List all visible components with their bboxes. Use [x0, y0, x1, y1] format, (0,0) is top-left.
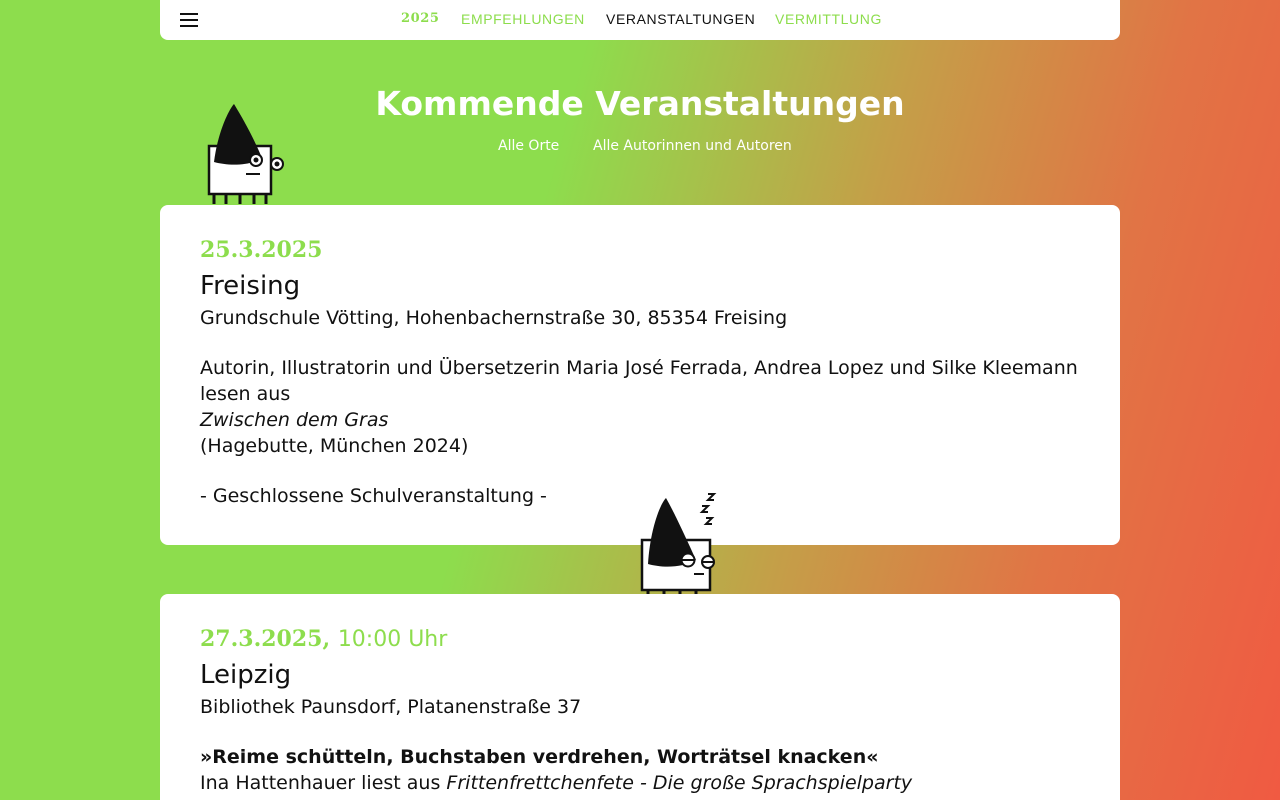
event-city: Freising: [200, 271, 301, 301]
book-title: Frittenfrettchenfete - Die große Sprachspielparty: [446, 772, 913, 794]
event-city: Leipzig: [200, 660, 292, 690]
nav-item-veranstaltungen[interactable]: VERANSTALTUNGEN: [606, 11, 756, 27]
link-alle-autoren[interactable]: Alle Autorinnen und Autoren: [593, 138, 792, 154]
gnome-sleeping-icon: [636, 490, 722, 596]
event-time: 10:00 Uhr: [337, 627, 448, 652]
event-note: - Geschlossene Schulveranstaltung -: [200, 485, 547, 507]
nav-item-vermittlung[interactable]: VERMITTLUNG: [775, 11, 882, 27]
main-nav: [0, 0, 1280, 40]
event-date: 27.3.2025, 10:00 Uhr: [200, 626, 448, 652]
description-line: Ina Hattenhauer liest aus: [200, 772, 447, 794]
event-address: Bibliothek Paunsdorf, Platanenstraße 37: [200, 696, 582, 718]
description-line: Autorin, Illustratorin und Übersetzerin Maria José Ferrada, Andrea Lopez und Silke Kleemann: [200, 357, 1078, 379]
nav-item-2025[interactable]: 2025: [401, 11, 440, 26]
gnome-awake-icon: [200, 100, 290, 206]
publisher: (Hagebutte, München 2024): [200, 435, 469, 457]
filter-links: [0, 138, 1280, 158]
link-alle-orte[interactable]: Alle Orte: [498, 138, 560, 154]
event-headline: »Reime schütteln, Buchstaben verdrehen, Worträtsel knacken«: [200, 746, 879, 768]
event-description: [200, 355, 1080, 459]
event-address: Grundschule Vötting, Hohenbachernstraße 30, 85354 Freising: [200, 307, 788, 329]
book-title: Zwischen dem Gras: [200, 409, 389, 431]
description-line: lesen aus: [200, 383, 291, 405]
page-title: Kommende Veranstaltungen: [375, 84, 905, 123]
event-date: 25.3.2025: [200, 237, 323, 263]
event-description: [200, 744, 1080, 796]
event-card: [160, 594, 1120, 800]
nav-item-empfehlungen[interactable]: EMPFEHLUNGEN: [461, 11, 585, 27]
